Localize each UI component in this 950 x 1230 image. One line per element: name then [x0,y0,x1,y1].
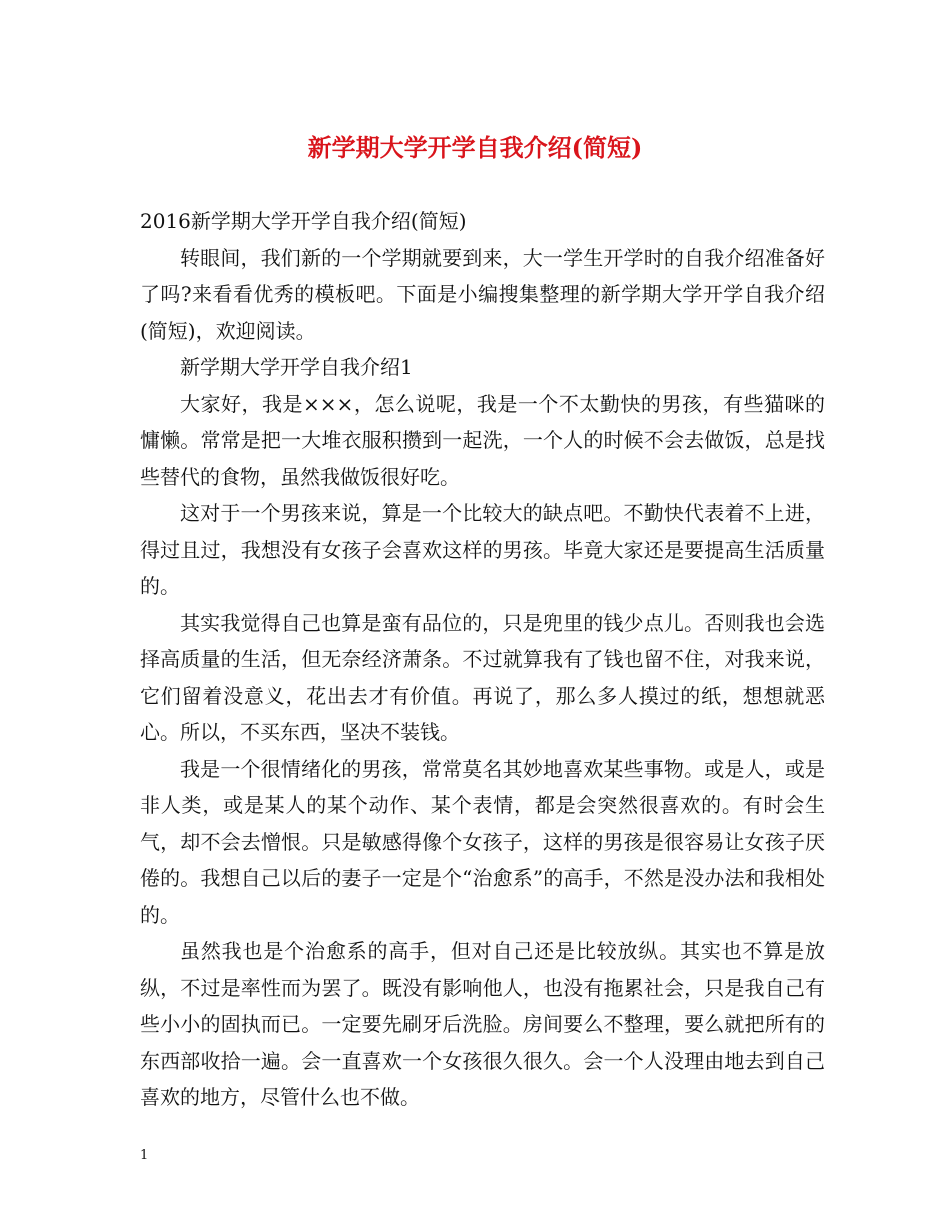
document-title: 新学期大学开学自我介绍(简短) [307,133,643,162]
paragraph-heading: 2016新学期大学开学自我介绍(简短) [140,209,467,233]
paragraph-intro: 转眼间，我们新的一个学期就要到来，大一学生开学时的自我介绍准备好了吗?来看看优秀的模板吧。下面是小编搜集整理的新学期大学开学自我介绍(简短)，欢迎阅读。 [140,245,825,343]
page-number: 1 [140,1148,149,1163]
paragraph: 大家好，我是×××，怎么说呢，我是一个不太勤快的男孩，有些猫咪的慵懒。常常是把一大堆衣服积攒到一起洗，一个人的时候不会去做饭，总是找些替代的食物，虽然我做饭很好吃。 [140,391,825,489]
paragraph-section-title: 新学期大学开学自我介绍1 [180,355,413,379]
paragraph: 其实我觉得自己也算是蛮有品位的，只是兜里的钱少点儿。否则我也会选择高质量的生活，但无奈经济萧条。不过就算我有了钱也留不住，对我来说，它们留着没意义，花出去才有价值。再说了，那么多人摸过的纸，想想就恶心。所以，不买东西，坚决不装钱。 [140,610,825,744]
document-body [140,203,825,1116]
paragraph: 我是一个很情绪化的男孩，常常莫名其妙地喜欢某些事物。或是人，或是非人类，或是某人的某个动作、某个表情，都是会突然很喜欢的。有时会生气，却不会去憎恨。只是敏感得像个女孩子，这样的男孩是很容易让女孩子厌倦的。我想自己以后的妻子一定是个“治愈系”的高手，不然是没办法和我相处的。 [140,756,825,927]
paragraph: 这对于一个男孩来说，算是一个比较大的缺点吧。不勤快代表着不上进，得过且过，我想没有女孩子会喜欢这样的男孩。毕竟大家还是要提高生活质量的。 [140,501,825,598]
paragraph: 虽然我也是个治愈系的高手，但对自己还是比较放纵。其实也不算是放纵，不过是率性而为罢了。既没有影响他人，也没有拖累社会，只是我自己有些小小的固执而已。一定要先刷牙后洗脸。房间要么不整理，要么就把所有的东西部收拾一遍。会一直喜欢一个女孩很久很久。会一个人没理由地去到自己喜欢的地方，尽管什么也不做。 [140,939,825,1109]
